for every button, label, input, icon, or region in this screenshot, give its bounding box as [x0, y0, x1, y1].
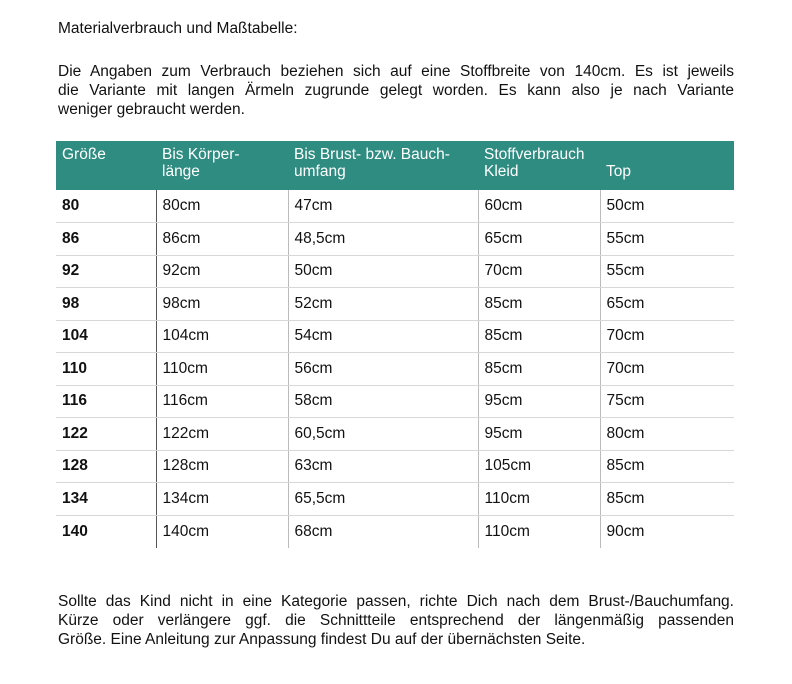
outro-line: Sollte das Kind nicht in eine Kategorie passen, richte Dich nach dem Brust-/Bauchumfang. [58, 593, 734, 610]
header-chest-circumference: Bis Brust- bzw. Bauch- umfang [288, 141, 478, 190]
cell-dress: 85cm [478, 320, 600, 353]
cell-dress: 110cm [478, 515, 600, 548]
table-row [56, 515, 734, 548]
size-table-body [56, 190, 734, 548]
cell-chest: 50cm [288, 255, 478, 288]
table-row [56, 418, 734, 451]
cell-chest: 47cm [288, 190, 478, 223]
cell-chest: 52cm [288, 288, 478, 321]
cell-dress: 60cm [478, 190, 600, 223]
cell-top: 50cm [600, 190, 734, 223]
cell-body-length: 128cm [156, 450, 288, 483]
outro-line: Kürze oder verlängere ggf. die Schnittteile entsprechend der längenmäßig passenden [58, 612, 734, 629]
cell-top: 55cm [600, 255, 734, 288]
cell-dress: 110cm [478, 483, 600, 516]
cell-dress: 95cm [478, 385, 600, 418]
cell-body-length: 98cm [156, 288, 288, 321]
header-fabric-label: Stoffverbrauch [484, 146, 585, 163]
cell-size: 92 [56, 255, 156, 288]
cell-body-length: 92cm [156, 255, 288, 288]
cell-dress: 95cm [478, 418, 600, 451]
cell-body-length: 86cm [156, 223, 288, 256]
cell-top: 55cm [600, 223, 734, 256]
cell-top: 90cm [606, 522, 645, 540]
cell-size: 134 [56, 483, 156, 516]
page-title: Materialverbrauch und Maßtabelle: [58, 20, 298, 37]
cell-size: 140 [56, 515, 156, 548]
cell-top: 65cm [600, 288, 734, 321]
cell-size: 86 [56, 223, 156, 256]
cell-dress: 65cm [478, 223, 600, 256]
table-row [56, 385, 734, 418]
outro-line: Größe. Eine Anleitung zur Anpassung findest Du auf der übernächsten Seite. [58, 631, 586, 648]
intro-line: weniger gebraucht werden. [58, 101, 245, 118]
cell-body-length: 104cm [156, 320, 288, 353]
header-body-length: Bis Körper- länge [156, 141, 288, 190]
table-row [56, 223, 734, 256]
table-row [56, 353, 734, 386]
header-size: Größe [56, 141, 156, 190]
size-table [56, 141, 734, 548]
cell-body-length: 80cm [156, 190, 288, 223]
cell-dress: 70cm [478, 255, 600, 288]
cell-size: 110 [56, 353, 156, 386]
cell-top: 70cm [600, 353, 734, 386]
cell-top: 75cm [600, 385, 734, 418]
cell-body-length: 140cm [156, 515, 288, 548]
cell-chest: 48,5cm [288, 223, 478, 256]
cell-chest: 60,5cm [288, 418, 478, 451]
outro-paragraph [58, 592, 734, 649]
table-row [56, 320, 734, 353]
cell-chest: 63cm [288, 450, 478, 483]
size-table-header [56, 141, 734, 190]
intro-paragraph [58, 62, 734, 119]
cell-size: 98 [56, 288, 156, 321]
table-row [56, 288, 734, 321]
cell-size: 116 [56, 385, 156, 418]
cell-body-length: 110cm [156, 353, 288, 386]
intro-line: Die Angaben zum Verbrauch beziehen sich auf eine Stoffbreite von 140cm. Es ist jeweils [58, 63, 734, 80]
cell-size: 104 [56, 320, 156, 353]
cell-dress: 85cm [478, 288, 600, 321]
table-row [56, 483, 734, 516]
cell-top: 80cm [600, 418, 734, 451]
cell-body-length: 122cm [156, 418, 288, 451]
cell-chest: 65,5cm [288, 483, 478, 516]
cell-size: 128 [56, 450, 156, 483]
cell-size: 122 [56, 418, 156, 451]
intro-line: die Variante mit langen Ärmeln zugrunde gelegt worden. Es kann also je nach Variante [58, 82, 734, 99]
cell-chest: 56cm [288, 353, 478, 386]
cell-top: 85cm [600, 450, 734, 483]
table-row [56, 190, 734, 223]
cell-top: 85cm [600, 483, 734, 516]
cell-chest: 58cm [288, 385, 478, 418]
header-top: Top [606, 163, 631, 180]
header-fabric-consumption [478, 141, 734, 190]
table-row [56, 255, 734, 288]
cell-chest: 54cm [288, 320, 478, 353]
table-row [56, 450, 734, 483]
cell-dress: 85cm [478, 353, 600, 386]
header-dress: Kleid [484, 163, 519, 180]
cell-body-length: 116cm [156, 385, 288, 418]
cell-dress: 105cm [478, 450, 600, 483]
cell-top: 70cm [600, 320, 734, 353]
cell-size: 80 [56, 190, 156, 223]
cell-body-length: 134cm [156, 483, 288, 516]
cell-chest: 68cm [288, 515, 478, 548]
